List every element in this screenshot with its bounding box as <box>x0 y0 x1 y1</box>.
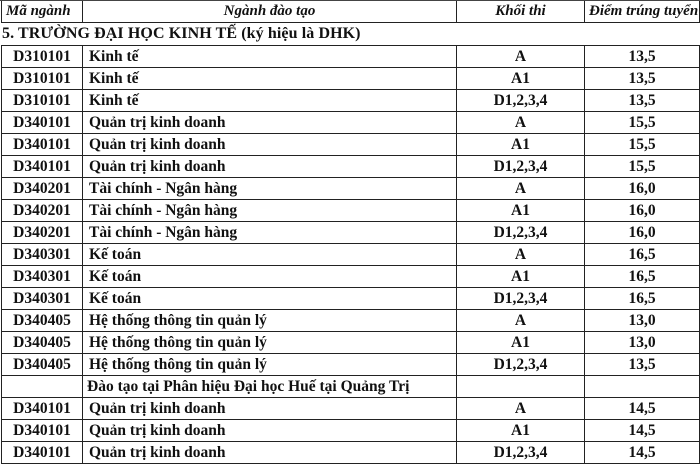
header-block: Khối thi <box>457 1 585 23</box>
cell-major: Quản trị kinh doanh <box>83 112 457 134</box>
cell-score: 13,5 <box>585 90 700 112</box>
table-row <box>2 178 700 200</box>
cell-major: Tài chính - Ngân hàng <box>83 200 457 222</box>
section-title: 5. TRƯỜNG ĐẠI HỌC KINH TẾ (ký hiệu là DHK) <box>2 25 361 42</box>
cell-block: A1 <box>457 266 585 288</box>
cell-code: D340405 <box>2 310 83 332</box>
cell-code: D340301 <box>2 266 83 288</box>
header-score: Điểm trúng tuyển <box>585 1 700 23</box>
cell-block: D1,2,3,4 <box>457 90 585 112</box>
cell-block: A1 <box>457 68 585 90</box>
header-table <box>1 0 700 23</box>
cell-block: A <box>457 112 585 134</box>
table-row <box>2 134 700 156</box>
cell-block: A <box>457 310 585 332</box>
cell-score: 15,5 <box>585 156 700 178</box>
cell-major: Tài chính - Ngân hàng <box>83 178 457 200</box>
cell-major: Kế toán <box>83 244 457 266</box>
cell-major: Quản trị kinh doanh <box>83 420 457 442</box>
cell-major: Hệ thống thông tin quản lý <box>83 332 457 354</box>
cell-block: D1,2,3,4 <box>457 222 585 244</box>
cell-code: D340201 <box>2 222 83 244</box>
cell-code: D340101 <box>2 112 83 134</box>
cell-score: 15,5 <box>585 134 700 156</box>
cell-code: D310101 <box>2 68 83 90</box>
cell-score: 14,5 <box>585 442 700 464</box>
cell-major: Quản trị kinh doanh <box>83 398 457 420</box>
top-border-line <box>0 0 700 1</box>
cell-score-empty <box>585 376 700 398</box>
cell-code: D340101 <box>2 398 83 420</box>
cell-block: A <box>457 398 585 420</box>
cell-code: D340101 <box>2 442 83 464</box>
cell-score: 16,0 <box>585 222 700 244</box>
cell-block: A1 <box>457 134 585 156</box>
table-row <box>2 398 700 420</box>
cell-major: Hệ thống thông tin quản lý <box>83 310 457 332</box>
table-row <box>2 266 700 288</box>
cell-block: D1,2,3,4 <box>457 442 585 464</box>
cell-major: Quản trị kinh doanh <box>83 134 457 156</box>
subsection-row <box>2 376 700 398</box>
cell-block-empty <box>457 376 585 398</box>
subsection-title: Đào tạo tại Phân hiệu Đại học Huế tại Quảng Trị <box>83 376 457 398</box>
cell-block: A1 <box>457 332 585 354</box>
cell-block: A1 <box>457 200 585 222</box>
table-row <box>2 156 700 178</box>
cell-score: 13,5 <box>585 46 700 68</box>
cell-code: D310101 <box>2 46 83 68</box>
cell-score: 16,5 <box>585 244 700 266</box>
table-row <box>2 244 700 266</box>
cell-major: Kinh tế <box>83 46 457 68</box>
table-row <box>2 354 700 376</box>
cell-major: Kinh tế <box>83 90 457 112</box>
cell-major: Hệ thống thông tin quản lý <box>83 354 457 376</box>
cell-score: 13,0 <box>585 332 700 354</box>
cell-block: A <box>457 46 585 68</box>
table-row <box>2 68 700 90</box>
table-row <box>2 420 700 442</box>
cell-block: D1,2,3,4 <box>457 354 585 376</box>
cell-score: 13,5 <box>585 354 700 376</box>
cell-score: 16,0 <box>585 178 700 200</box>
cell-major: Kế toán <box>83 288 457 310</box>
cell-code-empty <box>2 376 83 398</box>
cell-code: D340201 <box>2 200 83 222</box>
header-major: Ngành đào tạo <box>83 1 457 23</box>
header-row <box>2 1 700 23</box>
table-row <box>2 310 700 332</box>
cell-major: Kế toán <box>83 266 457 288</box>
cell-block: D1,2,3,4 <box>457 288 585 310</box>
cell-code: D340301 <box>2 244 83 266</box>
cell-score: 16,0 <box>585 200 700 222</box>
cell-block: A1 <box>457 420 585 442</box>
cell-code: D340101 <box>2 134 83 156</box>
table-row <box>2 112 700 134</box>
table-row <box>2 46 700 68</box>
cell-code: D340101 <box>2 156 83 178</box>
cell-code: D340101 <box>2 420 83 442</box>
cell-score: 14,5 <box>585 420 700 442</box>
cell-major: Quản trị kinh doanh <box>83 156 457 178</box>
main-rows <box>2 46 700 464</box>
cell-score: 16,5 <box>585 288 700 310</box>
cell-code: D340405 <box>2 354 83 376</box>
table-row <box>2 442 700 464</box>
cell-score: 16,5 <box>585 266 700 288</box>
cell-score: 15,5 <box>585 112 700 134</box>
cell-block: D1,2,3,4 <box>457 156 585 178</box>
cell-code: D340201 <box>2 178 83 200</box>
scores-table <box>1 45 700 464</box>
cell-major: Quản trị kinh doanh <box>83 442 457 464</box>
header-code: Mã ngành <box>2 1 83 23</box>
cell-code: D340301 <box>2 288 83 310</box>
cell-block: A <box>457 244 585 266</box>
cell-major: Tài chính - Ngân hàng <box>83 222 457 244</box>
table-row <box>2 200 700 222</box>
cell-code: D310101 <box>2 90 83 112</box>
cell-score: 13,5 <box>585 68 700 90</box>
cell-score: 14,5 <box>585 398 700 420</box>
table-row <box>2 222 700 244</box>
cell-code: D340405 <box>2 332 83 354</box>
cell-score: 13,0 <box>585 310 700 332</box>
cell-major: Kinh tế <box>83 68 457 90</box>
table-row <box>2 288 700 310</box>
cell-block: A <box>457 178 585 200</box>
table-row <box>2 332 700 354</box>
table-row <box>2 90 700 112</box>
